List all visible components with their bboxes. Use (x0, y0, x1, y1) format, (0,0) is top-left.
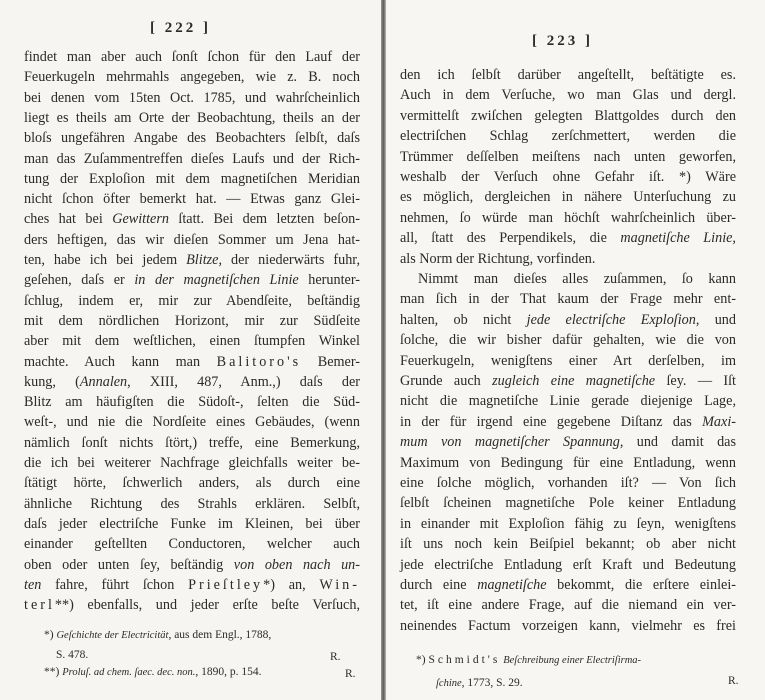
text-run: , 1890, p. 154. (195, 666, 262, 678)
text-run: Feuerkugeln mehrmahls angegeben, wie z. B. noch (24, 69, 360, 86)
text-line (400, 65, 736, 85)
text-line (400, 412, 736, 432)
text-line (24, 473, 360, 493)
text-run: , und (695, 311, 736, 328)
italic-text: Annalen (79, 373, 128, 390)
spaced-name: terl (24, 597, 55, 614)
text-run: eine ſolche möglich, vorhanden iſt? — Von ſich (400, 475, 736, 491)
footnote-line (416, 652, 641, 669)
text-run: **) (44, 666, 63, 678)
text-line (24, 250, 360, 270)
text-line (400, 228, 736, 248)
text-line (400, 106, 736, 126)
text-line (400, 493, 736, 513)
text-run: vermittelſt zwiſchen gelegten Blattgoldes durch den (400, 107, 736, 124)
text-line (400, 126, 736, 146)
italic-text: Proluſ. ad chem. ſaec. dec. non. (62, 667, 196, 678)
text-line (24, 88, 360, 108)
text-run: einander geſtellten Conductoren, welcher auch (24, 536, 360, 553)
footnote-line (56, 647, 88, 663)
text-run: bloſs ungefähren Angabe des Beobachters ſelbſt, daſs (24, 130, 360, 147)
page-number: [ 223 ] (532, 33, 593, 49)
footnote-signature: R. (345, 668, 356, 680)
text-run: ſelbſt ſcheinen magnetiſche Pole keiner Entladung (400, 495, 736, 512)
text-line (400, 167, 736, 187)
footnote-signature: R. (728, 675, 739, 687)
text-line (24, 555, 360, 575)
text-line (24, 433, 360, 453)
text-line (24, 128, 360, 148)
text-run: herunter- (298, 272, 360, 289)
text-run: neinendes Factum vorzeigen kann, vielmehr es frei (400, 617, 736, 634)
text-run: durch eine (400, 577, 478, 593)
text-line (400, 289, 736, 309)
text-run: ders heftigen, das wir dieſen Sommer um Jena hat- (24, 231, 360, 248)
text-run: nehmen, ſo würde man höchſt wahrſcheinlich über- (400, 209, 736, 226)
text-run: findet man aber auch ſonſt ſchon für den Lauf der (24, 49, 360, 65)
left-page (0, 0, 381, 700)
text-line (400, 147, 736, 167)
text-run: mit dem nördlichen Horizont, mir zur Südſeite (24, 312, 360, 329)
text-run: bekommt, die erſtere einlei- (546, 577, 736, 593)
text-run: , aus dem Engl., 1788, (168, 629, 272, 641)
text-line (24, 575, 360, 595)
text-run: nicht die magnetiſche Linie gerade diejenige Lage, (400, 393, 736, 410)
text-line (24, 412, 360, 432)
text-line (400, 432, 736, 452)
italic-text: jede electriſche Exploſion (526, 311, 696, 328)
text-run: geſehen, daſs er (24, 272, 135, 289)
italic-text: magnetiſche (477, 577, 547, 593)
text-run: S. 478. (56, 649, 89, 661)
text-run: aber mit dem weſtlichen, einen ſtumpfen Winkel (24, 333, 360, 350)
text-run: oben oder unten ſey, beſtändig (24, 556, 234, 573)
text-run: ähnliche Richtung des Strahls erklären. Selbſt, (24, 495, 360, 512)
text-line (24, 352, 360, 372)
text-line (24, 270, 360, 290)
text-line (24, 108, 360, 128)
text-line (24, 67, 360, 87)
text-run: ſey. — Iſt (655, 373, 736, 389)
italic-text: zugleich eine magnetiſche (492, 373, 656, 389)
italic-text: Beſchreibung einer Electriſirma- (503, 655, 642, 666)
text-run: *) an, (263, 576, 320, 593)
text-run: liegt es theils am Orte der Beobachtung, theils an der (24, 109, 360, 126)
footnote-signature: R. (330, 651, 341, 663)
footnote-line (44, 664, 262, 681)
text-run: , und damit das (619, 434, 736, 451)
text-line (400, 453, 736, 473)
text-line (400, 249, 736, 269)
text-run: , XIII, 487, Anm.,) daſs der (127, 373, 360, 390)
text-line (24, 514, 360, 534)
text-run: Feuerkugeln, wenigſtens einer Art derſelben, im (400, 352, 736, 369)
spaced-name: Schmidt's (428, 654, 501, 666)
text-line (400, 616, 736, 636)
text-line (400, 534, 736, 554)
text-run: electriſchen Schlag zerſchmettert, werden die (400, 128, 736, 145)
text-line (400, 473, 736, 493)
text-line (24, 149, 360, 169)
text-run: Maximum von Bedingung für eine Entladung, wenn (400, 454, 736, 471)
text-line (24, 534, 360, 554)
text-line (400, 187, 736, 207)
italic-text: mum von magnetiſcher Spannung (400, 434, 620, 451)
text-run: all, ſtatt des Perpendikels, die (400, 230, 621, 247)
text-line (400, 85, 736, 105)
text-run: nämlich ſonſt nichts ſtört,) treffe, eine Bemerkung, (24, 434, 360, 451)
text-line (24, 372, 360, 392)
italic-text: magnetiſche Linie, (620, 230, 736, 247)
text-run: Blitz am häufigſten die Südoſt-, ſelten die Süd- (24, 394, 360, 411)
right-page (386, 0, 765, 700)
italic-text: ten (24, 576, 42, 593)
text-line (400, 208, 736, 228)
text-run: man das Zuſammentreffen dieſes Laufs und der Rich- (24, 150, 360, 167)
text-line (400, 351, 736, 371)
text-run: bei denen vom 15ten Oct. 1785, und wahrſcheinlich (24, 89, 360, 106)
spaced-name: Prieſtley (188, 576, 264, 593)
text-run: ten, habe ich bei jedem (24, 252, 187, 268)
text-run: den ich ſelbſt darüber angeſtellt, beſtätigte es. (400, 67, 736, 83)
italic-text: in der magnetiſchen Linie (134, 272, 299, 289)
text-line (400, 555, 736, 575)
text-run: Trümmer deſſelben meiſtens nach unten geworfen, (400, 148, 736, 165)
page-number: [ 222 ] (150, 20, 211, 36)
text-line (24, 494, 360, 514)
text-run: ſtatt. Bei dem letzten beſon- (168, 211, 360, 228)
text-line (400, 595, 736, 615)
text-run: man ſich in der That kaum der Frage mehr ent- (400, 291, 736, 308)
text-line (418, 269, 736, 289)
text-run: nicht ſchon öfter bemerkt hat. — Etwas ganz Glei- (24, 191, 360, 208)
text-run: ches hat bei (24, 211, 113, 228)
italic-text: Maxi- (702, 413, 736, 430)
text-run: fahre, führt ſchon (41, 576, 189, 593)
text-run: weſt-, und nie die Nordſeite eines Gebäudes, (wenn (24, 414, 360, 431)
text-line (400, 330, 736, 350)
text-line (400, 391, 736, 411)
text-run: als Norm der Richtung, vorfinden. (400, 250, 596, 267)
text-line (24, 392, 360, 412)
text-run: tung der Exploſion mit dem magnetiſchen Meridian (24, 170, 360, 187)
spaced-name: Win- (319, 576, 360, 593)
text-run: die ich bei weiterer Nachfrage gleichfalls weiter be- (24, 455, 360, 471)
text-run: in der für irgend eine gegebene Diſtanz das (400, 413, 703, 430)
text-line (24, 595, 360, 615)
text-line (400, 575, 736, 595)
text-line (24, 331, 360, 351)
text-run: *) (416, 654, 429, 666)
italic-text: Gewittern (112, 211, 169, 228)
text-run: jede electriſche Entladung erſt Kraft und Bedeutung (400, 556, 736, 573)
text-line (24, 311, 360, 331)
text-line (400, 514, 736, 534)
text-run: daſs jeder electriſche Funke im Kleinen, bei über (24, 515, 360, 532)
text-line (400, 371, 736, 391)
text-run: **) ebenfalls, und jeder erſte beſte Verſuch, (54, 597, 360, 614)
text-run: ſchlug, indem er, mir zur Abendſeite, beſtändig (24, 292, 360, 309)
text-run: Nimmt man dieſes alles zuſammen, ſo kann (418, 271, 736, 287)
footnote-line (44, 627, 271, 644)
text-run: *) (44, 629, 57, 641)
text-run: ſtätigt hörte, ſchwerlich anders, als durch eine (24, 475, 360, 492)
text-run: es möglich, dergleichen in nähere Unterſuchung zu (400, 189, 736, 206)
text-run: , 1773, S. 29. (461, 677, 523, 689)
text-run: iſt uns noch kein Beiſpiel bekannt; ob aber nicht (400, 536, 736, 553)
text-line (24, 189, 360, 209)
italic-text: von oben nach un- (233, 556, 360, 573)
text-run: halten, ob nicht (400, 311, 527, 328)
text-run: kung, ( (24, 373, 80, 390)
text-run: machte. Auch kann man (24, 353, 217, 370)
text-line (24, 47, 360, 67)
text-run: tet, iſt eine andere Frage, auf die niemand ein ver- (400, 597, 736, 614)
text-run: ſolche, die wir bisher dafür gehalten, wie die von (400, 332, 736, 349)
text-run: weshalb der Verſuch ohne Gefahr iſt. *) Wäre (400, 169, 736, 185)
footnote-line (436, 675, 523, 692)
text-run: Grunde auch (400, 373, 493, 389)
text-line (24, 209, 360, 229)
spaced-name: Balitoro's (216, 353, 302, 370)
text-run: der niederwärts fuhr, (222, 252, 360, 268)
text-run: Auch in dem Verſuche, wo man Glas und dergl. (400, 87, 736, 104)
italic-text: Blitze, (186, 252, 222, 268)
text-line (24, 291, 360, 311)
italic-text: ſchine (436, 678, 462, 689)
text-line (24, 169, 360, 189)
italic-text: Geſchichte der Electricität (56, 630, 169, 641)
text-line (24, 230, 360, 250)
text-line (400, 310, 736, 330)
text-run: Bemer- (301, 353, 360, 370)
text-run: in einander mit Exploſion fähig zu ſeyn, wenigſtens (400, 515, 736, 532)
text-line (24, 453, 360, 473)
